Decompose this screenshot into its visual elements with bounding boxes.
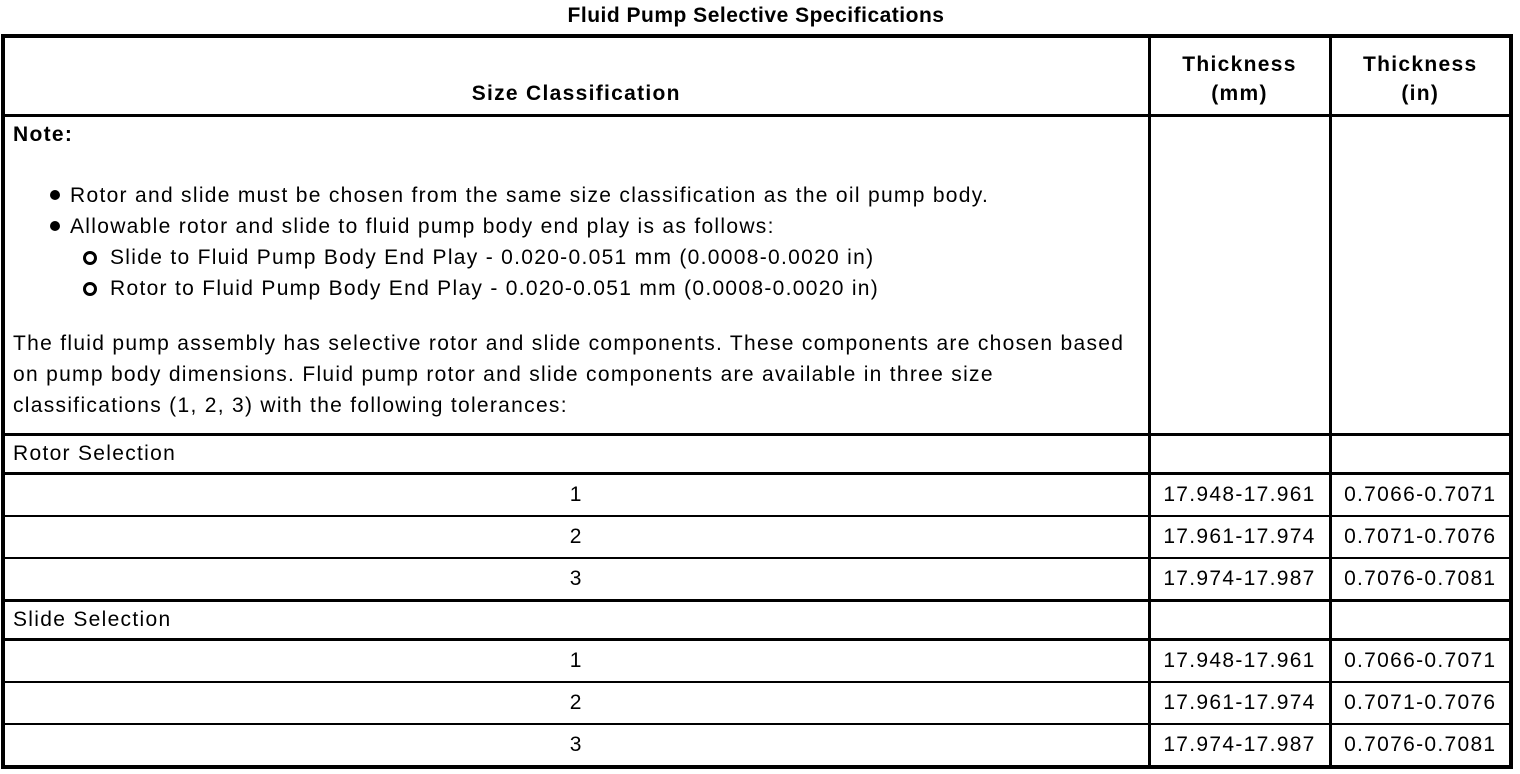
note-label: Note:: [13, 123, 74, 146]
spec-row: [3, 724, 1511, 767]
column-header-size-classification: [3, 36, 1149, 116]
thickness-in-cell: 0.7076-0.7081: [1330, 558, 1511, 601]
thickness-mm-cell: 17.974-17.987: [1149, 724, 1330, 767]
note-row: [3, 116, 1511, 435]
column-header-label: Thickness: [1363, 53, 1478, 76]
column-header-label: Size Classification: [471, 82, 681, 105]
note-sub-bullet: Slide to Fluid Pump Body End Play - 0.020-0.051 mm (0.0008-0.0020 in): [13, 242, 1140, 273]
spec-row: [3, 640, 1511, 683]
column-header-thickness-mm: [1149, 36, 1330, 116]
thickness-mm-cell: 17.948-17.961: [1149, 640, 1330, 683]
note-cell: [3, 116, 1149, 435]
thickness-mm-cell: 17.961-17.974: [1149, 516, 1330, 558]
empty-cell: [1149, 601, 1330, 640]
size-cell: 2: [3, 682, 1149, 724]
thickness-mm-cell: 17.948-17.961: [1149, 474, 1330, 517]
note-bullet-list: [13, 180, 1140, 304]
section-label-cell: Rotor Selection: [3, 435, 1149, 474]
size-cell: 2: [3, 516, 1149, 558]
empty-cell: [1330, 116, 1511, 435]
empty-cell: [1330, 435, 1511, 474]
thickness-mm-cell: 17.961-17.974: [1149, 682, 1330, 724]
note-bullet: Allowable rotor and slide to fluid pump body end play is as follows:: [13, 211, 1140, 242]
section-row-slide-selection: [3, 601, 1511, 640]
spec-row: [3, 474, 1511, 517]
size-cell: 1: [3, 640, 1149, 683]
note-bullet: Rotor and slide must be chosen from the same size classification as the oil pump body.: [13, 180, 1140, 211]
thickness-in-cell: 0.7076-0.7081: [1330, 724, 1511, 767]
empty-cell: [1149, 435, 1330, 474]
spec-row: [3, 682, 1511, 724]
size-cell: 1: [3, 474, 1149, 517]
note-sub-bullet: Rotor to Fluid Pump Body End Play - 0.020-0.051 mm (0.0008-0.0020 in): [13, 273, 1140, 304]
specifications-table: [1, 34, 1513, 769]
empty-cell: [1330, 601, 1511, 640]
note-paragraph: The fluid pump assembly has selective rotor and slide components. These components are chosen based on pump body dimensions. Fluid pump rotor and slide components are available in three size classifications (1, 2, 3) with the following tolerances:: [13, 332, 1125, 417]
column-header-unit: (mm): [1211, 82, 1268, 105]
size-cell: 3: [3, 558, 1149, 601]
column-header-thickness-in: [1330, 36, 1511, 116]
thickness-in-cell: 0.7071-0.7076: [1330, 516, 1511, 558]
thickness-mm-cell: 17.974-17.987: [1149, 558, 1330, 601]
column-header-unit: (in): [1401, 82, 1440, 105]
thickness-in-cell: 0.7071-0.7076: [1330, 682, 1511, 724]
size-cell: 3: [3, 724, 1149, 767]
page-title: Fluid Pump Selective Specifications: [567, 4, 945, 27]
thickness-in-cell: 0.7066-0.7071: [1330, 474, 1511, 517]
empty-cell: [1149, 116, 1330, 435]
thickness-in-cell: 0.7066-0.7071: [1330, 640, 1511, 683]
spec-row: [3, 558, 1511, 601]
section-label-cell: Slide Selection: [3, 601, 1149, 640]
spec-row: [3, 516, 1511, 558]
header-row: [3, 36, 1511, 116]
column-header-label: Thickness: [1182, 53, 1297, 76]
section-row-rotor-selection: [3, 435, 1511, 474]
